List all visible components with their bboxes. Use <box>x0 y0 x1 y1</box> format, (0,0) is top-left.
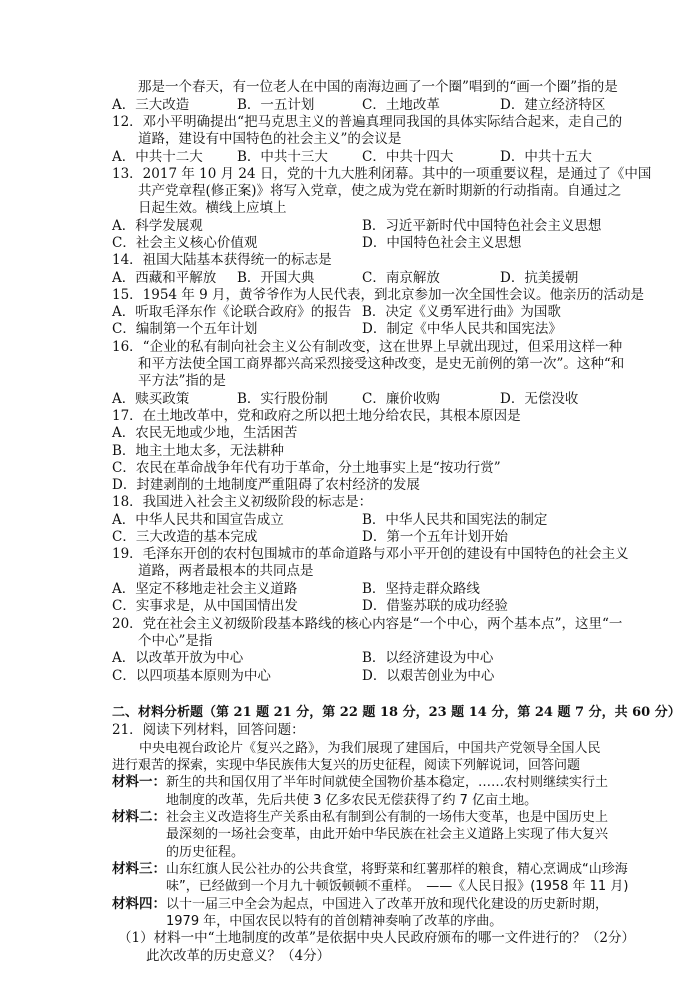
q15-option-b: B．决定《义勇军进行曲》为国歌 <box>362 304 561 320</box>
q19-option-a: A．坚定不移地走社会主义道路 <box>112 581 298 597</box>
q13-stem-2: 共产党章程(修正案)》将写入党章，使之成为党在新时期新的行动指南。自通过之 <box>138 183 622 199</box>
q11-option-c: C．土地改革 <box>362 97 440 113</box>
material-2-text-2: 最深刻的一场社会变革，由此开始中华民族在社会主义道路上实现了伟大复兴 <box>166 827 609 842</box>
material-3-label: 材料三： <box>112 861 166 877</box>
q18-option-a: A．中华人民共和国宣告成立 <box>112 512 284 528</box>
material-1-label: 材料一： <box>112 774 166 790</box>
q20-option-b: B．以经济建设为中心 <box>362 650 494 666</box>
q16-stem-3: 平方法”指的是 <box>138 373 226 389</box>
q14-option-a: A．西藏和平解放 <box>112 270 217 286</box>
material-2-text-3: 的历史征程。 <box>166 845 245 860</box>
q18-option-d: D．第一个五年计划开始 <box>362 529 508 545</box>
q16-option-a: A．赎买政策 <box>112 391 190 407</box>
q13-option-a: A．科学发展观 <box>112 218 203 234</box>
material-2-label: 材料二： <box>112 809 166 825</box>
q15-option-c: C．编制第一个五年计划 <box>112 321 258 337</box>
q21-sub1-2: 此次改革的历史意义？（4分） <box>146 948 331 964</box>
q11-option-a: A．三大改造 <box>112 97 190 113</box>
q17-option-d: D．封建剥削的土地制度严重阻碍了农村经济的发展 <box>112 477 420 493</box>
q20-stem-2: 个中心”是指 <box>138 633 213 649</box>
q19-stem: 19．毛泽东开创的农村包围城市的革命道路与邓小平开创的建设有中国特色的社会主义 <box>112 546 629 562</box>
q16-option-b: B．实行股份制 <box>237 391 328 407</box>
q20-option-c: C．以四项基本原则为中心 <box>112 668 271 684</box>
q11-option-b: B．一五计划 <box>237 97 315 113</box>
q17-option-b: B．地主土地太多，无法耕种 <box>112 443 284 459</box>
q15-option-a: A．听取毛泽东作《论联合政府》的报告 <box>112 304 352 320</box>
q21-intro-2: 进行艰苦的探索，实现中华民族伟大复兴的历史征程，阅读下列解说词，回答问题 <box>112 758 581 773</box>
q12-stem: 12．邓小平明确提出“把马克思主义的普遍真理同我国的具体实际结合起来，走自己的 <box>112 114 623 130</box>
q20-option-a: A．以改革开放为中心 <box>112 650 244 666</box>
q15-stem: 15．1954 年 9 月，黄爷爷作为人民代表，到北京参加一次全国性会议。他亲历的活动是 <box>112 287 644 303</box>
q14-option-c: C．南京解放 <box>362 270 440 286</box>
material-1-text-2: 地制度的改革，先后共使 3 亿多农民无偿获得了约 7 亿亩土地。 <box>166 793 538 808</box>
q12-option-d: D．中共十五大 <box>500 149 592 165</box>
material-3-text: 山东红旗人民公社办的公共食堂，将野菜和红薯那样的粮食，精心烹调成“山珍海 <box>166 862 628 877</box>
q19-option-b: B．坚持走群众路线 <box>362 581 480 597</box>
q12-stem-2: 道路，建设有中国特色的社会主义”的会议是 <box>138 131 402 147</box>
q14-stem: 14．祖国大陆基本获得统一的标志是 <box>112 252 332 268</box>
q17-stem: 17．在土地改革中，党和政府之所以把土地分给农民，其根本原因是 <box>112 408 521 424</box>
q18-stem: 18．我国进入社会主义初级阶段的标志是： <box>112 494 373 510</box>
q12-option-c: C．中共十四大 <box>362 149 454 165</box>
q18-option-c: C．三大改造的基本完成 <box>112 529 258 545</box>
material-4-text-2: 1979 年，中国农民以特有的首创精神奏响了改革的序曲。 <box>166 914 503 929</box>
q16-stem-2: 和平方法使全国工商界都兴高采烈接受这种改变，是史无前例的第一次”。这种“和 <box>138 356 625 372</box>
q16-stem: 16．“企业的私有制向社会主义公有制改变，这在世界上早就出现过，但采用这样一种 <box>112 339 623 355</box>
q13-option-c: C．社会主义核心价值观 <box>112 235 258 251</box>
material-2-text: 社会主义改造将生产关系由私有制到公有制的一场伟大变革，也是中国历史上 <box>166 810 609 825</box>
q21-stem: 21．阅读下列材料，回答问题： <box>112 722 305 738</box>
q21-intro: 中央电视台政论片《复兴之路》，为我们展现了建国后，中国共产党领导全国人民 <box>139 741 601 756</box>
material-3-text-2: 味”，已经做到一个月九十顿饭顿顿不重样。 ——《人民日报》(1958 年 11 月) <box>166 879 629 894</box>
q11-option-d: D．建立经济特区 <box>500 97 606 113</box>
section-2-heading: 二、材料分析题（第 21 题 21 分，第 22 题 18 分，23 题 14 分，第 24 题 7 分，共 60 分） <box>112 705 681 720</box>
q19-option-d: D．借鉴苏联的成功经验 <box>362 598 508 614</box>
material-4-text: 以十一届三中全会为起点，中国进入了改革开放和现代化建设的历史新时期， <box>166 897 609 912</box>
q12-option-a: A．中共十二大 <box>112 149 203 165</box>
q11-stem: 那是一个春天，有一位老人在中国的南海边画了一个圈”唱到的“画一个圈”指的是 <box>138 79 618 95</box>
q20-option-d: D．以艰苦创业为中心 <box>362 668 495 684</box>
q20-stem: 20．党在社会主义初级阶段基本路线的核心内容是“一个中心，两个基本点”，这里“一 <box>112 616 623 632</box>
q18-option-b: B．中华人民共和国宪法的制定 <box>362 512 548 528</box>
q13-option-d: D．中国特色社会主义思想 <box>362 235 522 251</box>
q15-option-d: D．制定《中华人民共和国宪法》 <box>362 321 562 337</box>
q16-option-d: D．无偿没收 <box>500 391 579 407</box>
q16-option-c: C．廉价收购 <box>362 391 440 407</box>
q19-stem-2: 道路，两者最根本的共同点是 <box>138 563 314 579</box>
q13-stem: 13．2017 年 10 月 24 日，党的十九大胜利闭幕。其中的一项重要议程，是通过了《中国 <box>112 166 652 182</box>
q19-option-c: C．实事求是，从中国国情出发 <box>112 598 298 614</box>
q13-option-b: B．习近平新时代中国特色社会主义思想 <box>362 218 602 234</box>
q17-option-c: C．农民在革命战争年代有功于革命，分土地事实上是“按功行赏” <box>112 460 501 476</box>
material-1-text: 新生的共和国仅用了半年时间就使全国物价基本稳定，……农村则继续实行土 <box>166 775 609 790</box>
q12-option-b: B．中共十三大 <box>237 149 328 165</box>
q17-option-a: A．农民无地或少地，生活困苦 <box>112 425 298 441</box>
q21-sub1: （1）材料一中“土地制度的改革”是依据中央人民政府颁布的哪一文件进行的？（2分） <box>118 930 635 946</box>
q14-option-d: D．抗美援朝 <box>500 270 579 286</box>
material-4-label: 材料四： <box>112 896 166 912</box>
q13-stem-3: 日起生效。横线上应填上 <box>138 200 287 216</box>
q14-option-b: B．开国大典 <box>237 270 315 286</box>
